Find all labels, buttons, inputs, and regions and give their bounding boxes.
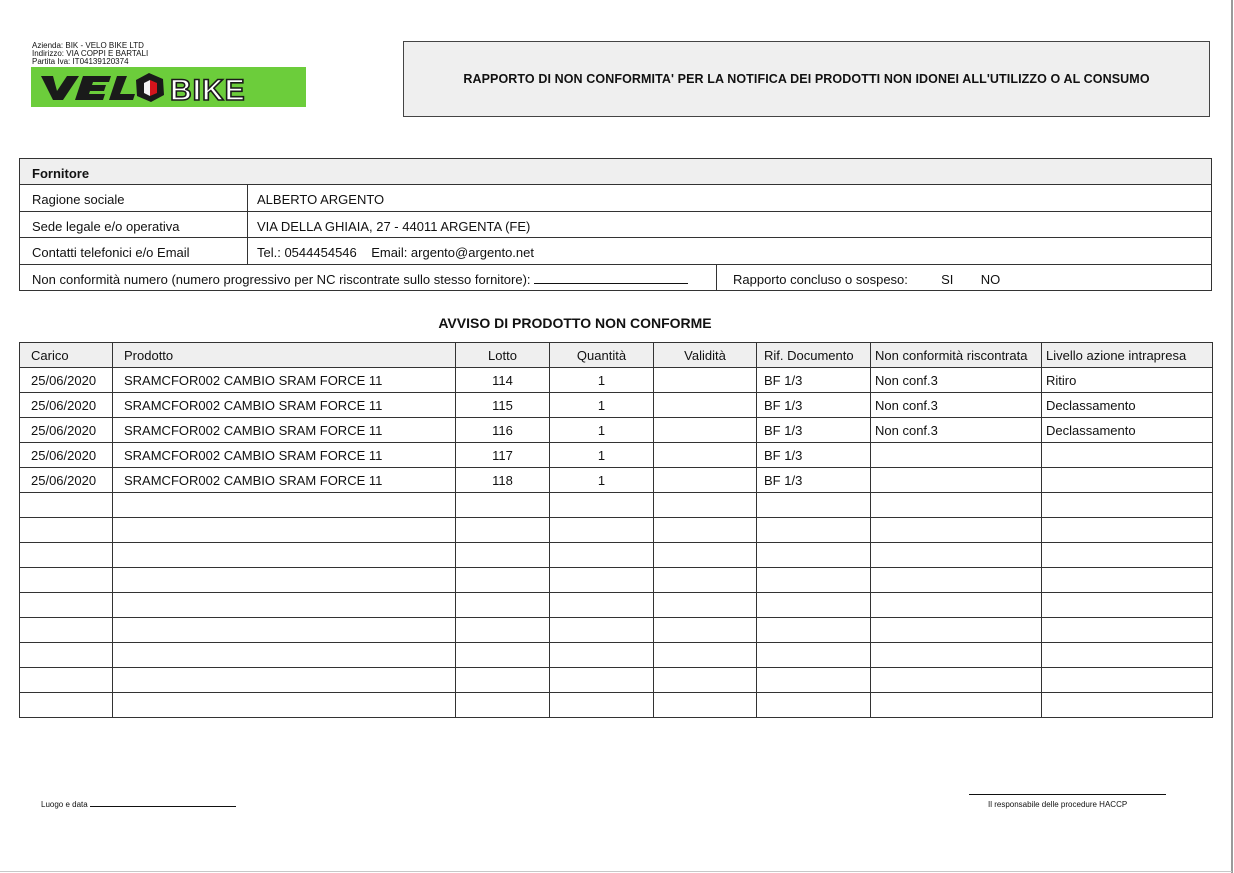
svg-text:BIKE: BIKE xyxy=(170,74,246,107)
cell-lotto[interactable] xyxy=(456,693,550,718)
table-header-row xyxy=(20,343,1213,368)
cell-rif-documento[interactable]: BF 1/3 xyxy=(757,368,871,393)
cell-rif-documento[interactable]: BF 1/3 xyxy=(757,443,871,468)
notice-table xyxy=(19,342,1213,718)
cell-prodotto[interactable] xyxy=(113,518,456,543)
cell-livello-azione[interactable] xyxy=(1042,468,1213,493)
cell-carico[interactable] xyxy=(20,493,113,518)
report-title-box xyxy=(403,41,1210,117)
cell-prodotto[interactable] xyxy=(113,593,456,618)
responsible-label: Il responsabile delle procedure HACCP xyxy=(988,800,1128,809)
table-row xyxy=(20,518,1213,543)
cell-rif-documento[interactable]: BF 1/3 xyxy=(757,418,871,443)
cell-livello-azione[interactable] xyxy=(1042,593,1213,618)
col-header: Rif. Documento xyxy=(757,343,871,368)
cell-prodotto[interactable] xyxy=(113,568,456,593)
cell-quantita[interactable] xyxy=(550,693,654,718)
table-row xyxy=(20,368,1213,393)
cell-validita[interactable] xyxy=(654,493,757,518)
cell-prodotto[interactable]: SRAMCFOR002 CAMBIO SRAM FORCE 11 xyxy=(113,443,456,468)
cell-rif-documento[interactable]: BF 1/3 xyxy=(757,468,871,493)
table-row xyxy=(20,593,1213,618)
place-date-field[interactable] xyxy=(90,798,236,807)
cell-quantita[interactable] xyxy=(550,668,654,693)
table-row xyxy=(20,493,1213,518)
cell-non-conformita[interactable] xyxy=(871,568,1042,593)
cell-lotto[interactable]: 115 xyxy=(456,393,550,418)
place-date-label: Luogo e data xyxy=(41,800,88,809)
cell-lotto[interactable]: 117 xyxy=(456,443,550,468)
cell-non-conformita[interactable]: Non conf.3 xyxy=(871,368,1042,393)
col-header: Quantità xyxy=(550,343,654,368)
cell-livello-azione[interactable]: Declassamento xyxy=(1042,393,1213,418)
cell-livello-azione[interactable]: Declassamento xyxy=(1042,418,1213,443)
cell-prodotto[interactable] xyxy=(113,668,456,693)
cell-validita[interactable] xyxy=(654,643,757,668)
cell-quantita[interactable]: 1 xyxy=(550,418,654,443)
cell-rif-documento[interactable] xyxy=(757,668,871,693)
cell-livello-azione[interactable] xyxy=(1042,568,1213,593)
table-row xyxy=(20,618,1213,643)
cell-livello-azione[interactable] xyxy=(1042,643,1213,668)
cell-carico[interactable] xyxy=(20,568,113,593)
cell-rif-documento[interactable]: BF 1/3 xyxy=(757,393,871,418)
cell-rif-documento[interactable] xyxy=(757,493,871,518)
table-row xyxy=(20,468,1213,493)
cell-livello-azione[interactable] xyxy=(1042,618,1213,643)
cell-rif-documento[interactable] xyxy=(757,693,871,718)
company-info xyxy=(32,42,148,66)
cell-validita[interactable] xyxy=(654,543,757,568)
cell-lotto[interactable] xyxy=(456,518,550,543)
cell-rif-documento[interactable] xyxy=(757,518,871,543)
cell-quantita[interactable]: 1 xyxy=(550,368,654,393)
option-si[interactable]: SI xyxy=(941,272,954,287)
cell-livello-azione[interactable] xyxy=(1042,443,1213,468)
cell-livello-azione[interactable] xyxy=(1042,543,1213,568)
cell-non-conformita[interactable] xyxy=(871,693,1042,718)
cell-prodotto[interactable] xyxy=(113,493,456,518)
cell-prodotto[interactable] xyxy=(113,643,456,668)
cell-lotto[interactable] xyxy=(456,568,550,593)
supplier-row-contatti xyxy=(20,238,1211,265)
cell-lotto[interactable]: 114 xyxy=(456,368,550,393)
place-date xyxy=(41,798,236,809)
col-header: Non conformità riscontrata xyxy=(871,343,1042,368)
nc-number-field[interactable] xyxy=(534,273,688,284)
cell-prodotto[interactable] xyxy=(113,543,456,568)
cell-quantita[interactable]: 1 xyxy=(550,393,654,418)
field-label: Sede legale e/o operativa xyxy=(32,219,180,234)
cell-lotto[interactable] xyxy=(456,618,550,643)
cell-livello-azione[interactable] xyxy=(1042,493,1213,518)
cell-non-conformita[interactable] xyxy=(871,543,1042,568)
cell-validita[interactable] xyxy=(654,518,757,543)
cell-validita[interactable] xyxy=(654,568,757,593)
field-value[interactable]: ALBERTO ARGENTO xyxy=(257,192,385,207)
supplier-heading: Fornitore xyxy=(32,166,90,181)
cell-prodotto[interactable]: SRAMCFOR002 CAMBIO SRAM FORCE 11 xyxy=(113,368,456,393)
cell-rif-documento[interactable] xyxy=(757,643,871,668)
cell-carico[interactable] xyxy=(20,693,113,718)
cell-prodotto[interactable] xyxy=(113,693,456,718)
table-row xyxy=(20,393,1213,418)
cell-non-conformita[interactable] xyxy=(871,593,1042,618)
cell-quantita[interactable] xyxy=(550,593,654,618)
company-name: Azienda: BIK - VELO BIKE LTD xyxy=(32,41,144,50)
cell-validita[interactable] xyxy=(654,593,757,618)
cell-non-conformita[interactable] xyxy=(871,643,1042,668)
cell-lotto[interactable] xyxy=(456,668,550,693)
cell-carico[interactable] xyxy=(20,593,113,618)
supplier-row-ragione xyxy=(20,185,1211,212)
col-header: Prodotto xyxy=(113,343,456,368)
cell-carico[interactable]: 25/06/2020 xyxy=(20,393,113,418)
table-row xyxy=(20,443,1213,468)
cell-lotto[interactable]: 118 xyxy=(456,468,550,493)
field-value[interactable]: VIA DELLA GHIAIA, 27 - 44011 ARGENTA (FE) xyxy=(257,219,531,234)
cell-carico[interactable]: 25/06/2020 xyxy=(20,443,113,468)
cell-quantita[interactable] xyxy=(550,643,654,668)
report-title: RAPPORTO DI NON CONFORMITA' PER LA NOTIFICA DEI PRODOTTI NON IDONEI ALL'UTILIZZO O AL CONSUMO xyxy=(463,72,1150,86)
field-label: Contatti telefonici e/o Email xyxy=(32,245,190,260)
cell-non-conformita[interactable] xyxy=(871,493,1042,518)
velo-bike-logo xyxy=(31,67,306,107)
cell-non-conformita[interactable] xyxy=(871,618,1042,643)
cell-validita[interactable] xyxy=(654,393,757,418)
cell-lotto[interactable] xyxy=(456,593,550,618)
cell-lotto[interactable]: 116 xyxy=(456,418,550,443)
cell-carico[interactable]: 25/06/2020 xyxy=(20,368,113,393)
cell-quantita[interactable]: 1 xyxy=(550,468,654,493)
table-row xyxy=(20,643,1213,668)
company-address: Indirizzo: VIA COPPI E BARTALI xyxy=(32,49,149,58)
supplier-section xyxy=(19,158,1212,291)
option-no[interactable]: NO xyxy=(980,272,1001,287)
cell-quantita[interactable] xyxy=(550,493,654,518)
cell-non-conformita[interactable] xyxy=(871,468,1042,493)
cell-prodotto[interactable]: SRAMCFOR002 CAMBIO SRAM FORCE 11 xyxy=(113,468,456,493)
cell-quantita[interactable] xyxy=(550,543,654,568)
notice-title: AVVISO DI PRODOTTO NON CONFORME xyxy=(438,315,712,331)
cell-lotto[interactable] xyxy=(456,493,550,518)
cell-validita[interactable] xyxy=(654,668,757,693)
table-row xyxy=(20,668,1213,693)
cell-validita[interactable] xyxy=(654,693,757,718)
cell-carico[interactable] xyxy=(20,618,113,643)
cell-carico[interactable] xyxy=(20,543,113,568)
cell-carico[interactable] xyxy=(20,518,113,543)
col-header: Lotto xyxy=(456,343,550,368)
cell-livello-azione[interactable]: Ritiro xyxy=(1042,368,1213,393)
logo-hexagon-icon xyxy=(136,73,164,102)
col-header: Livello azione intrapresa xyxy=(1042,343,1213,368)
cell-livello-azione[interactable] xyxy=(1042,668,1213,693)
cell-validita[interactable] xyxy=(654,468,757,493)
cell-lotto[interactable] xyxy=(456,543,550,568)
table-row xyxy=(20,568,1213,593)
report-status-label: Rapporto concluso o sospeso: xyxy=(733,272,908,287)
cell-prodotto[interactable]: SRAMCFOR002 CAMBIO SRAM FORCE 11 xyxy=(113,393,456,418)
cell-validita[interactable] xyxy=(654,418,757,443)
cell-quantita[interactable] xyxy=(550,568,654,593)
cell-validita[interactable] xyxy=(654,443,757,468)
cell-lotto[interactable] xyxy=(456,643,550,668)
cell-livello-azione[interactable] xyxy=(1042,518,1213,543)
table-row xyxy=(20,543,1213,568)
cell-validita[interactable] xyxy=(654,618,757,643)
col-header: Carico xyxy=(20,343,113,368)
table-row xyxy=(20,693,1213,718)
table-row xyxy=(20,418,1213,443)
col-header: Validità xyxy=(654,343,757,368)
cell-non-conformita[interactable] xyxy=(871,443,1042,468)
cell-quantita[interactable] xyxy=(550,618,654,643)
cell-rif-documento[interactable] xyxy=(757,593,871,618)
signature-line[interactable] xyxy=(969,794,1166,795)
field-label: Ragione sociale xyxy=(32,192,125,207)
cell-non-conformita[interactable]: Non conf.3 xyxy=(871,418,1042,443)
cell-carico[interactable]: 25/06/2020 xyxy=(20,418,113,443)
cell-quantita[interactable]: 1 xyxy=(550,443,654,468)
cell-rif-documento[interactable] xyxy=(757,543,871,568)
page-edge-bottom xyxy=(0,871,1232,872)
field-value[interactable]: Tel.: 0544454546 Email: argento@argento.net xyxy=(257,245,534,260)
cell-carico[interactable] xyxy=(20,668,113,693)
cell-prodotto[interactable] xyxy=(113,618,456,643)
company-vat: Partita Iva: IT04139120374 xyxy=(32,57,129,66)
cell-rif-documento[interactable] xyxy=(757,618,871,643)
page-edge xyxy=(1231,0,1233,873)
nc-number-label: Non conformità numero (numero progressivo per NC riscontrate sullo stesso fornitore): xyxy=(32,272,531,287)
cell-rif-documento[interactable] xyxy=(757,568,871,593)
supplier-heading-row xyxy=(20,159,1211,185)
cell-livello-azione[interactable] xyxy=(1042,693,1213,718)
cell-carico[interactable] xyxy=(20,643,113,668)
supplier-row-nc xyxy=(20,265,1211,291)
cell-non-conformita[interactable]: Non conf.3 xyxy=(871,393,1042,418)
cell-non-conformita[interactable] xyxy=(871,668,1042,693)
supplier-row-sede xyxy=(20,212,1211,238)
cell-non-conformita[interactable] xyxy=(871,518,1042,543)
cell-validita[interactable] xyxy=(654,368,757,393)
cell-carico[interactable]: 25/06/2020 xyxy=(20,468,113,493)
cell-quantita[interactable] xyxy=(550,518,654,543)
cell-prodotto[interactable]: SRAMCFOR002 CAMBIO SRAM FORCE 11 xyxy=(113,418,456,443)
